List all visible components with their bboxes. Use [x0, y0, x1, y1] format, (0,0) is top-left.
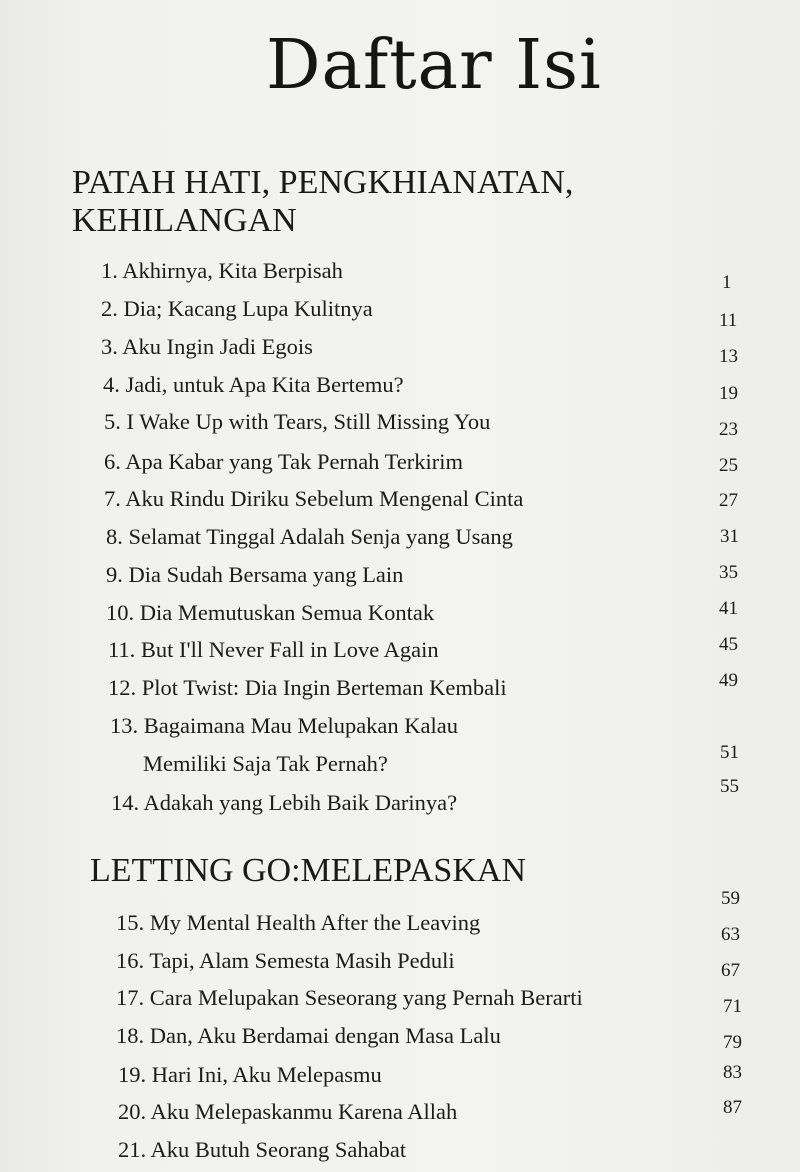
toc-entry: 7. Aku Rindu Diriku Sebelum Mengenal Cinta	[104, 486, 524, 511]
section-heading-1-line1: PATAH HATI, PENGKHIANATAN,	[72, 164, 574, 201]
toc-entry: 14. Adakah yang Lebih Baik Darinya?	[111, 790, 458, 815]
toc-entry: 5. I Wake Up with Tears, Still Missing You	[104, 409, 491, 434]
page-number: 45	[719, 634, 738, 655]
toc-entry: 2. Dia; Kacang Lupa Kulitnya	[101, 296, 373, 321]
toc-entry: 9. Dia Sudah Bersama yang Lain	[106, 562, 404, 587]
page-number: 19	[719, 383, 738, 404]
page-number: 83	[723, 1062, 742, 1083]
section-heading-2: LETTING GO:MELEPASKAN	[90, 852, 527, 889]
toc-entry: 13. Bagaimana Mau Melupakan Kalau	[110, 713, 459, 738]
toc-entry: 18. Dan, Aku Berdamai dengan Masa Lalu	[116, 1023, 501, 1048]
toc-entry: 21. Aku Butuh Seorang Sahabat	[118, 1137, 407, 1162]
toc-entry: 10. Dia Memutuskan Semua Kontak	[106, 600, 435, 625]
page-number: 63	[721, 924, 740, 945]
page-number: 27	[719, 490, 738, 511]
page-number: 71	[723, 996, 742, 1017]
page-number: 55	[720, 776, 739, 797]
toc-entry: 17. Cara Melupakan Seseorang yang Pernah Berarti	[116, 985, 583, 1010]
toc-entry: 19. Hari Ini, Aku Melepasmu	[118, 1062, 382, 1087]
section-heading-1-line2: KEHILANGAN	[72, 202, 297, 239]
toc-entry: 15. My Mental Health After the Leaving	[116, 910, 481, 935]
toc-entry: 6. Apa Kabar yang Tak Pernah Terkirim	[104, 449, 464, 474]
toc-entry: 16. Tapi, Alam Semesta Masih Peduli	[116, 948, 455, 973]
page-number: 41	[719, 598, 738, 619]
page-number: 67	[721, 960, 740, 981]
toc-entry: 1. Akhirnya, Kita Berpisah	[101, 258, 343, 283]
toc-entry-continuation: Memiliki Saja Tak Pernah?	[143, 751, 388, 776]
toc-entry: 3. Aku Ingin Jadi Egois	[101, 334, 313, 359]
page-number: 51	[720, 742, 739, 763]
page-number: 79	[723, 1032, 742, 1053]
toc-entry: 8. Selamat Tinggal Adalah Senja yang Usang	[106, 524, 513, 549]
page-number: 13	[719, 346, 738, 367]
toc-entry: 20. Aku Melepaskanmu Karena Allah	[118, 1099, 458, 1124]
page-number: 49	[719, 670, 738, 691]
toc-entry: 12. Plot Twist: Dia Ingin Berteman Kembali	[108, 675, 507, 700]
page-title: Daftar Isi	[266, 26, 602, 105]
page-number: 87	[723, 1097, 742, 1118]
page-number: 23	[719, 419, 738, 440]
page-number: 11	[719, 310, 738, 331]
page-number: 31	[720, 526, 739, 547]
page-number: 35	[719, 562, 738, 583]
page-number: 59	[721, 888, 740, 909]
page-number: 1	[722, 272, 732, 293]
toc-entry: 11. But I'll Never Fall in Love Again	[108, 637, 439, 662]
page-number: 25	[719, 455, 738, 476]
section-heading-1	[72, 164, 573, 240]
toc-entry: 4. Jadi, untuk Apa Kita Bertemu?	[103, 372, 404, 397]
